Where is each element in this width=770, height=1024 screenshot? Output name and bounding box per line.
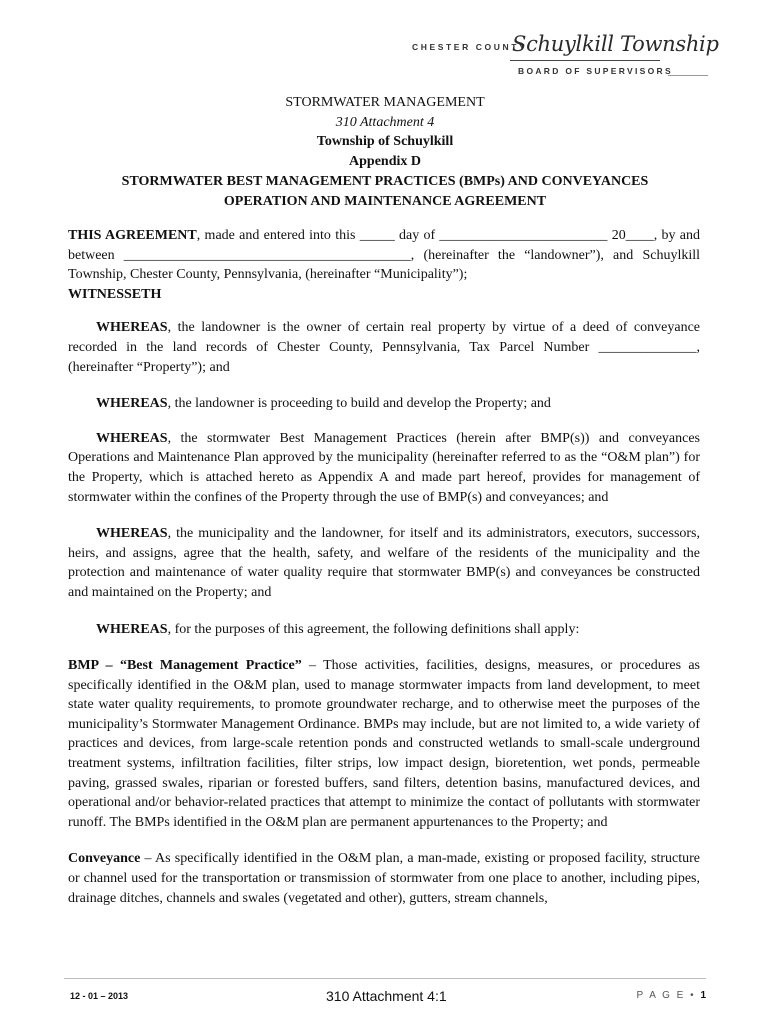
- whereas-text-5: , for the purposes of this agreement, the following definitions shall apply:: [167, 621, 580, 637]
- agreement-lead: THIS AGREEMENT: [68, 228, 197, 243]
- footer-page-label: P A G E: [636, 990, 686, 1001]
- definition-bmp: [68, 656, 700, 832]
- definition-bmp-term: BMP – “Best Management Practice”: [68, 658, 302, 674]
- title-line-5: STORMWATER BEST MANAGEMENT PRACTICES (BMPs) AND CONVEYANCES: [121, 173, 649, 189]
- document-body: [68, 226, 700, 908]
- footer-date: 12 - 01 – 2013: [70, 991, 129, 1001]
- title-line-2: 310 Attachment 4: [335, 114, 435, 130]
- letterhead-county: CHESTER COUNTY: [412, 42, 528, 52]
- whereas-lead-3: WHEREAS: [96, 430, 168, 446]
- whereas-paragraph-4: [68, 524, 700, 602]
- agreement-paragraph: [68, 226, 700, 285]
- definition-bmp-text: – Those activities, facilities, designs, measures, or procedures as specifically identified in the O&M plan, used to manage stormwater impacts from land development, to meet state water quality requirements, to promote groundwater recharge, and to otherwise meet the purposes of the municipality’s Stormwater Management Ordinance. BMPs may include, but are not limited to, a wide variety of practices and devices, from large-scale retention ponds and constructed wetlands to small-scale underground treatment systems, infiltration facilities, filter strips, low impact design, bioretention, wet ponds, permeable paving, grassed swales, riparian or forested buffers, sand filters, detention basins, manufactured devices, and operational and/or behavior-related practices that attempt to minimize the contact of pollutants with stormwater runoff. The BMPs identified in the O&M plan are permanent appurtenances to the Property; and: [68, 658, 700, 830]
- letterhead-township-logo: Schuylkill Township: [512, 32, 719, 56]
- title-line-6: OPERATION AND MAINTENANCE AGREEMENT: [223, 193, 547, 209]
- whereas-lead-1: WHEREAS: [96, 320, 168, 336]
- definition-conveyance: [68, 849, 700, 908]
- whereas-lead-4: WHEREAS: [96, 526, 168, 542]
- title-line-3: Township of Schuylkill: [316, 134, 454, 150]
- witnesseth-heading: WITNESSETH: [68, 286, 162, 302]
- agreement-text: , made and entered into this _____ day of ________________________ 20____, by and between _________________________________________, (hereinafter the “landowner”), and Schuylkill Township, Chester County, Pennsylvania, (hereinafter “Municipality”);: [68, 228, 700, 283]
- letterhead-divider-short: [668, 75, 708, 76]
- footer-bullet-icon: •: [690, 990, 696, 1001]
- footer-attachment-ref: 310 Attachment 4:1: [326, 988, 447, 1004]
- whereas-text-2: , the landowner is proceeding to build and develop the Property; and: [167, 396, 551, 412]
- title-line-4: Appendix D: [349, 154, 421, 170]
- whereas-text-3: , the stormwater Best Management Practices (herein after BMP(s)) and conveyances Operations and Maintenance Plan approved by the municipality (hereinafter referred to as the “O&M plan”) for the Property, which is attached hereto as Appendix A and made part hereof, provides for management of stormwater within the confines of the Property through the use of BMP(s) and conveyances; and: [68, 430, 700, 505]
- whereas-paragraph-3: [68, 429, 700, 507]
- definition-conveyance-text: – As specifically identified in the O&M plan, a man-made, existing or proposed facility, structure or channel used for the transportation or transmission of stormwater from one place to another, including pipes, drainage ditches, channels and swales (vegetated and other), gutters, stream channels,: [68, 851, 700, 906]
- document-title-block: [60, 93, 710, 211]
- whereas-paragraph-2: [68, 394, 700, 414]
- footer-page-number: 1: [700, 990, 706, 1001]
- definition-conveyance-term: Conveyance: [68, 851, 141, 867]
- page-footer: [0, 988, 770, 1008]
- letterhead-board: BOARD OF SUPERVISORS: [518, 66, 673, 76]
- letterhead: [0, 30, 770, 80]
- whereas-paragraph-1: [68, 318, 700, 377]
- letterhead-divider: [510, 60, 660, 61]
- whereas-text-1: , the landowner is the owner of certain real property by virtue of a deed of conveyance recorded in the land records of Chester County, Pennsylvania, Tax Parcel Number ______________, (hereinafter “Property”); and: [68, 320, 700, 375]
- whereas-lead-2: WHEREAS: [96, 396, 168, 412]
- whereas-paragraph-5: [68, 620, 700, 640]
- whereas-lead-5: WHEREAS: [96, 621, 168, 637]
- footer-divider: [64, 978, 706, 979]
- footer-page-indicator: [637, 990, 706, 1001]
- title-line-1: STORMWATER MANAGEMENT: [285, 95, 485, 110]
- whereas-text-4: , the municipality and the landowner, for itself and its administrators, executors, successors, heirs, and assigns, agree that the health, safety, and welfare of the residents of the municipality and the protection and maintenance of water quality require that stormwater BMP(s) and conveyances be constructed and maintained on the Property; and: [68, 526, 700, 600]
